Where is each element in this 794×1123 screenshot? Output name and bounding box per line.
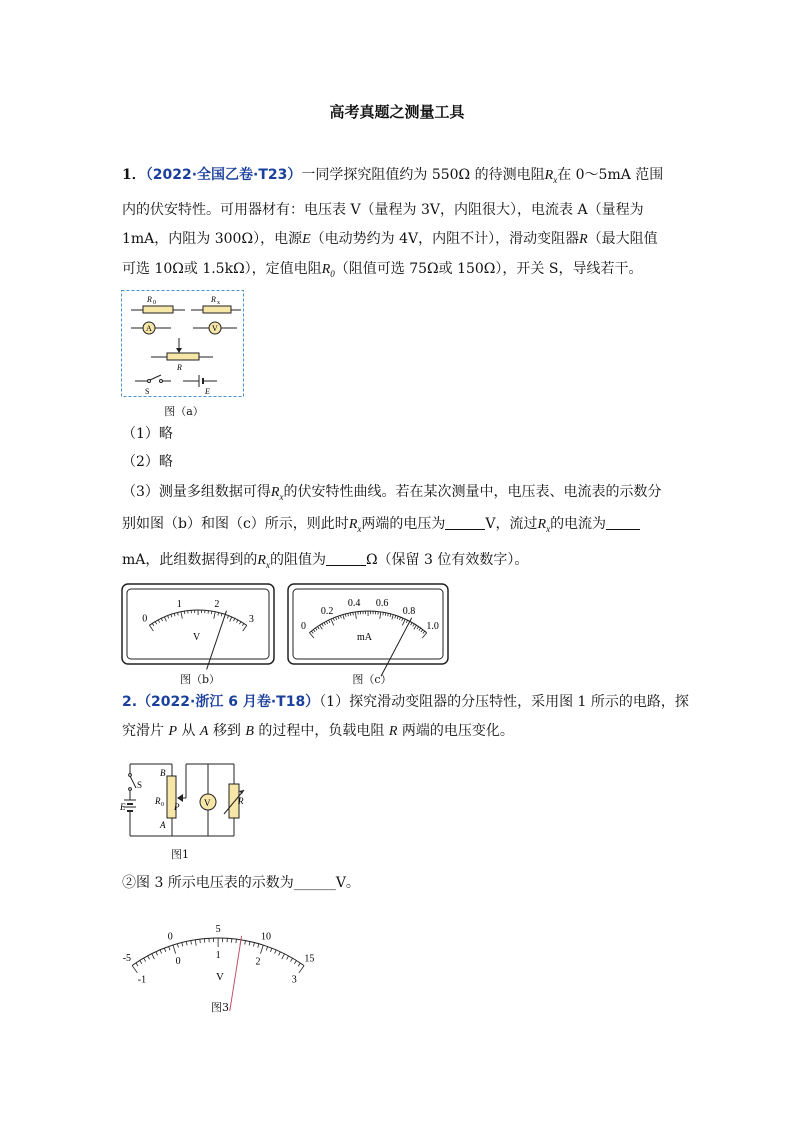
resistance-answer-blank[interactable]: [326, 551, 366, 566]
meter-c-tick-label: 0.8: [402, 605, 416, 617]
meter-b-tick-label: 3: [248, 613, 254, 625]
meter-b-tick: [152, 623, 154, 626]
meter3-tick: [164, 948, 165, 952]
meter-c-tick: [395, 615, 396, 618]
figure-c-label: 图（c）: [352, 673, 392, 686]
meter-b-tick: [230, 617, 232, 622]
meter-b-tick: [155, 622, 157, 625]
q1-sub-3-line-3: mA，此组数据得到的$R_x$的阻值为 Ω（保留 3 位有效数字）。: [122, 552, 529, 570]
q1-sub-2: （2）略: [122, 454, 173, 470]
meter-c-tick: [322, 624, 324, 627]
meter-b-tick: [181, 612, 182, 619]
svg-text:E: E: [205, 387, 210, 396]
meter3-tick: [186, 941, 187, 945]
page-title: 高考真题之测量工具: [329, 103, 465, 121]
meter3-tick: [173, 945, 176, 954]
meter3-tick: [291, 958, 293, 961]
figure-a-label: 图（a）: [164, 405, 204, 418]
q2-part-2: ②图 3 所示电压表的示数为______V。: [122, 875, 360, 891]
svg-text:A: A: [160, 820, 166, 830]
figure-1-label: 图1: [171, 848, 189, 861]
meter-c-tick-label: 0.4: [347, 597, 361, 609]
meter-c-tick: [331, 619, 334, 625]
q1-sub-3-line-1: （3）测量多组数据可得$R_x$的伏安特性曲线。若在某次测量中，电压表、电流表的示数分: [122, 484, 662, 502]
meter-b-tick: [237, 620, 238, 623]
meter-c-tick-label: 0.6: [375, 598, 389, 610]
meter-b-tick-label: 2: [214, 598, 220, 610]
q1-line-1: 1．（2022·全国乙卷·T23）一同学探究阻值约为 550Ω 的待测电阻$R_x$在 0～5mA 范围: [122, 167, 664, 185]
meter3-tick: [266, 947, 267, 951]
figure-a-components: [121, 290, 245, 398]
svg-text:R: R: [155, 796, 161, 806]
meter-c-tick: [388, 613, 389, 616]
meter3-tick: [160, 950, 162, 954]
meter3-tick: [261, 945, 264, 954]
meter-c-ammeter: [287, 583, 449, 665]
meter-c-tick: [315, 628, 317, 630]
svg-text:R: R: [238, 796, 244, 806]
meter-b-tick: [149, 625, 153, 631]
meter-c-tick: [392, 615, 393, 620]
meter3-tick: [144, 958, 146, 961]
meter-c-tick: [397, 616, 398, 619]
meter-c-tick: [402, 618, 403, 621]
meter-b-tick-label: 0: [142, 613, 148, 625]
meter-c-tick: [411, 623, 412, 626]
meter3-tick: [148, 956, 150, 960]
meter-c-tick: [355, 612, 356, 619]
q1-line-3: 1mA，内阻为 300Ω），电源E（电动势约为 4V，内阻不计），滑动变阻器R（最大阻值: [122, 231, 658, 247]
meter-b-tick: [158, 620, 159, 623]
svg-text:A: A: [146, 324, 152, 333]
q1-sub-1: （1）略: [122, 426, 173, 442]
meter-c-tick: [414, 625, 417, 629]
meter-c-tick: [311, 631, 313, 633]
q1-source: （2022·全国乙卷·T23）: [145, 167, 302, 183]
meter3-tick: [299, 966, 304, 973]
meter3-tick: [152, 954, 155, 959]
svg-text:R: R: [177, 363, 182, 372]
meter-c-tick: [353, 612, 354, 615]
meter-c-tick: [343, 615, 344, 620]
meter3-tick: [294, 961, 296, 964]
meter-c-needle: [381, 618, 412, 676]
meter-b-tick: [242, 623, 244, 626]
figure-3-label: 图3: [211, 1001, 229, 1014]
meter3-tick: [191, 941, 192, 945]
meter3-tick: [282, 954, 285, 959]
meter-c-unit: mA: [357, 632, 372, 643]
meter3-tick: [245, 941, 246, 945]
meter3-tick: [136, 963, 138, 966]
svg-text:V: V: [204, 798, 211, 808]
q1-number: 1．: [122, 167, 146, 183]
meter-c-tick-label: 0.2: [320, 605, 334, 617]
meter-c-tick-label: 0: [301, 620, 307, 632]
meter3-tick: [279, 952, 281, 956]
svg-text:x: x: [217, 300, 220, 306]
svg-text:0: 0: [153, 300, 156, 306]
meter-c-tick: [402, 619, 405, 625]
meter-c-tick: [313, 629, 315, 631]
meter-c-tick: [348, 613, 349, 616]
meter-c-tick: [419, 628, 421, 630]
voltage-answer-blank[interactable]: [445, 515, 485, 530]
q1-line-2: 内的伏安特性。可用器材有：电压表 V（量程为 3V，内阻很大），电流表 A（量程为: [122, 202, 644, 218]
meter-b-voltmeter: [121, 583, 275, 665]
meter3-outer-label: 0: [167, 931, 173, 943]
meter-c-tick: [338, 616, 339, 619]
meter3-unit: V: [216, 971, 224, 983]
meter3-tick: [298, 963, 300, 966]
meter-b-tick: [227, 616, 228, 619]
meter-b-unit: V: [193, 632, 201, 643]
meter3-tick: [275, 950, 277, 954]
meter-c-tick: [406, 620, 407, 623]
meter3-tick: [140, 960, 142, 963]
meter-c-tick: [345, 614, 346, 617]
meter-c-tick: [423, 631, 425, 633]
q1-line-4: 可选 10Ω或 1.5kΩ），定值电阻$R_0$（阻值可选 75Ω或 150Ω），开关 S，导线若干。: [122, 261, 643, 279]
meter-c-tick: [340, 615, 341, 618]
meter-b-tick: [218, 613, 219, 616]
meter-b-tick-label: 1: [176, 598, 182, 610]
meter3-answer-blank[interactable]: ______: [293, 875, 336, 891]
figure-1-circuit: [120, 758, 250, 840]
meter-c-tick: [422, 633, 427, 638]
meter-c-tick: [399, 617, 400, 620]
meter3-tick: [177, 944, 178, 948]
meter-b-tick: [168, 616, 169, 619]
meter3-inner-label: 1: [215, 950, 221, 962]
meter-b-needle: [207, 611, 227, 670]
svg-text:E: E: [120, 802, 126, 812]
meter-c-tick: [383, 612, 384, 615]
meter-c-tick: [336, 617, 337, 620]
meter-b-tick: [234, 618, 235, 621]
meter3-inner-label: 0: [175, 956, 181, 968]
meter3-outer-label: 15: [304, 953, 315, 965]
meter-b-tick: [221, 613, 222, 616]
meter-c-tick: [324, 622, 325, 625]
q1-sub-3-line-2: 别如图（b）和图（c）所示，则此时$R_x$两端的电压为 V，流过$R_x$的电流为: [122, 514, 682, 539]
meter-c-tick: [350, 613, 351, 616]
meter-b-tick: [178, 613, 179, 616]
meter-c-tick: [318, 626, 320, 628]
meter3-inner-label: -1: [137, 974, 147, 986]
svg-text:S: S: [145, 387, 150, 396]
meter-b-tick: [243, 625, 247, 631]
rx-symbol: $R_x$: [544, 168, 558, 185]
meter-c-tick: [309, 633, 314, 638]
meter-c-tick: [320, 625, 323, 629]
meter3-inner-label: 2: [255, 956, 261, 968]
meter-c-tick: [390, 614, 391, 617]
meter-b-tick: [239, 622, 241, 625]
meter-c-tick: [417, 627, 419, 629]
meter-b-tick: [164, 617, 166, 622]
meter3-outer-label: 10: [261, 931, 272, 943]
meter3-inner-label: 3: [291, 974, 297, 986]
figure-b-label: 图（b）: [179, 673, 221, 686]
meter-b-tick: [171, 614, 172, 617]
svg-text:0: 0: [161, 802, 164, 808]
meter3-outer-label: 5: [215, 924, 221, 936]
svg-text:B: B: [160, 768, 166, 778]
svg-text:P: P: [174, 802, 180, 812]
meter3-tick: [169, 946, 170, 950]
meter3-tick: [195, 940, 196, 946]
meter3-tick: [132, 965, 137, 972]
meter-c-tick: [326, 621, 327, 624]
meter-c-tick: [385, 613, 386, 616]
meter3-outer-label: -5: [122, 953, 132, 965]
meter-c-tick-label: 1.0: [426, 620, 439, 632]
meter3-tick: [258, 944, 259, 948]
meter3-tick: [270, 948, 271, 952]
figure-3-voltmeter-scale: [118, 918, 318, 1008]
q2-line-1: 2.（2022·浙江 6 月卷·T18）（1）探究滑动变阻器的分压特性，采用图 1 所示的电路，探: [122, 694, 689, 710]
meter-b-tick: [161, 618, 162, 621]
meter-c-tick: [333, 618, 334, 621]
meter3-tick: [249, 941, 250, 945]
current-answer-blank[interactable]: [606, 515, 640, 530]
meter-c-tick: [329, 620, 330, 623]
svg-text:R: R: [147, 295, 152, 304]
meter-b-tick: [214, 612, 215, 619]
svg-text:V: V: [212, 324, 218, 333]
meter3-tick: [182, 942, 183, 946]
meter3-tick: [156, 952, 158, 956]
svg-text:S: S: [137, 780, 143, 790]
meter-c-tick: [413, 624, 415, 627]
meter-c-tick: [421, 630, 423, 632]
meter-b-tick: [174, 613, 175, 616]
meter3-tick: [287, 956, 289, 960]
meter3-tick: [253, 943, 254, 947]
meter-c-tick: [380, 612, 381, 619]
q2-line-2: 究滑片 P 从 A 移到 B 的过程中，负载电阻 R 两端的电压变化。: [122, 723, 514, 739]
svg-text:R: R: [211, 295, 216, 304]
